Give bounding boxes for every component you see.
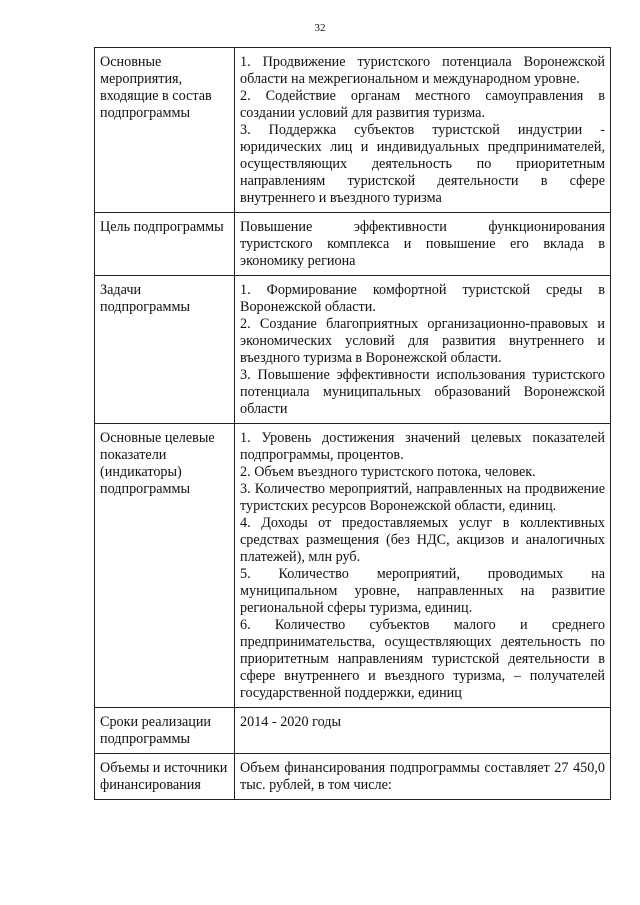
row-label: Цель подпрограммы: [95, 213, 235, 276]
paragraph: 1. Продвижение туристского потенциала Воронежской области на межрегиональном и международном уровне.: [240, 54, 605, 87]
table-row: [95, 424, 611, 708]
table-row: [95, 708, 611, 754]
paragraph: Повышение эффективности функционирования туристского комплекса и повышение его вклада в экономику региона: [240, 219, 605, 269]
paragraph: 6. Количество субъектов малого и среднего предпринимательства, осуществляющих деятельность по приоритетным направлениям туристской деятельности в сфере внутреннего и въездного туризма, – получателей государственной поддержки, единиц: [240, 617, 605, 701]
table-row: [95, 754, 611, 800]
row-value: [235, 424, 611, 708]
paragraph: 3. Количество мероприятий, направленных на продвижение туристских ресурсов Воронежской области, единиц.: [240, 481, 605, 514]
row-label: Основные мероприятия, входящие в состав подпрограммы: [95, 48, 235, 213]
row-value: [235, 213, 611, 276]
row-label: Задачи подпрограммы: [95, 276, 235, 424]
row-label: Объемы и источники финансирования: [95, 754, 235, 800]
paragraph: 2014 - 2020 годы: [240, 714, 342, 730]
row-value: [235, 754, 611, 800]
subprogram-passport-table: [94, 47, 611, 800]
paragraph: Объем финансирования подпрограммы составляет 27 450,0 тыс. рублей, в том числе:: [240, 760, 605, 793]
row-value: [235, 48, 611, 213]
paragraph: 5. Количество мероприятий, проводимых на муниципальном уровне, направленных на развитие региональной сферы туризма, единиц.: [240, 566, 605, 616]
paragraph: 1. Формирование комфортной туристской среды в Воронежской области.: [240, 282, 605, 315]
row-value: [235, 708, 611, 754]
paragraph: 4. Доходы от предоставляемых услуг в коллективных средствах размещения (без НДС, акцизов и аналогичных платежей), млн руб.: [240, 515, 605, 565]
table-row: [95, 213, 611, 276]
page-number: 32: [314, 22, 326, 34]
row-value: [235, 276, 611, 424]
table-row: [95, 276, 611, 424]
row-label: Основные целевые показатели (индикаторы) подпрограммы: [95, 424, 235, 708]
paragraph: 1. Уровень достижения значений целевых показателей подпрограммы, процентов.: [240, 430, 605, 463]
paragraph: 3. Повышение эффективности использования туристского потенциала муниципальных образований Воронежской области: [240, 367, 605, 417]
paragraph: 2. Объем въездного туристского потока, человек.: [240, 464, 536, 480]
paragraph: 3. Поддержка субъектов туристской индустрии - юридических лиц и индивидуальных предпринимателей, осуществляющих деятельность по приоритетным направлениям туристской деятельности в сфере внутреннего и въездного туризма: [240, 122, 605, 206]
row-label: Сроки реализации подпрограммы: [95, 708, 235, 754]
paragraph: 2. Создание благоприятных организационно-правовых и экономических условий для развития внутреннего и въездного туризма в Воронежской области.: [240, 316, 605, 366]
paragraph: 2. Содействие органам местного самоуправления в создании условий для развития туризма.: [240, 88, 605, 121]
table-row: [95, 48, 611, 213]
